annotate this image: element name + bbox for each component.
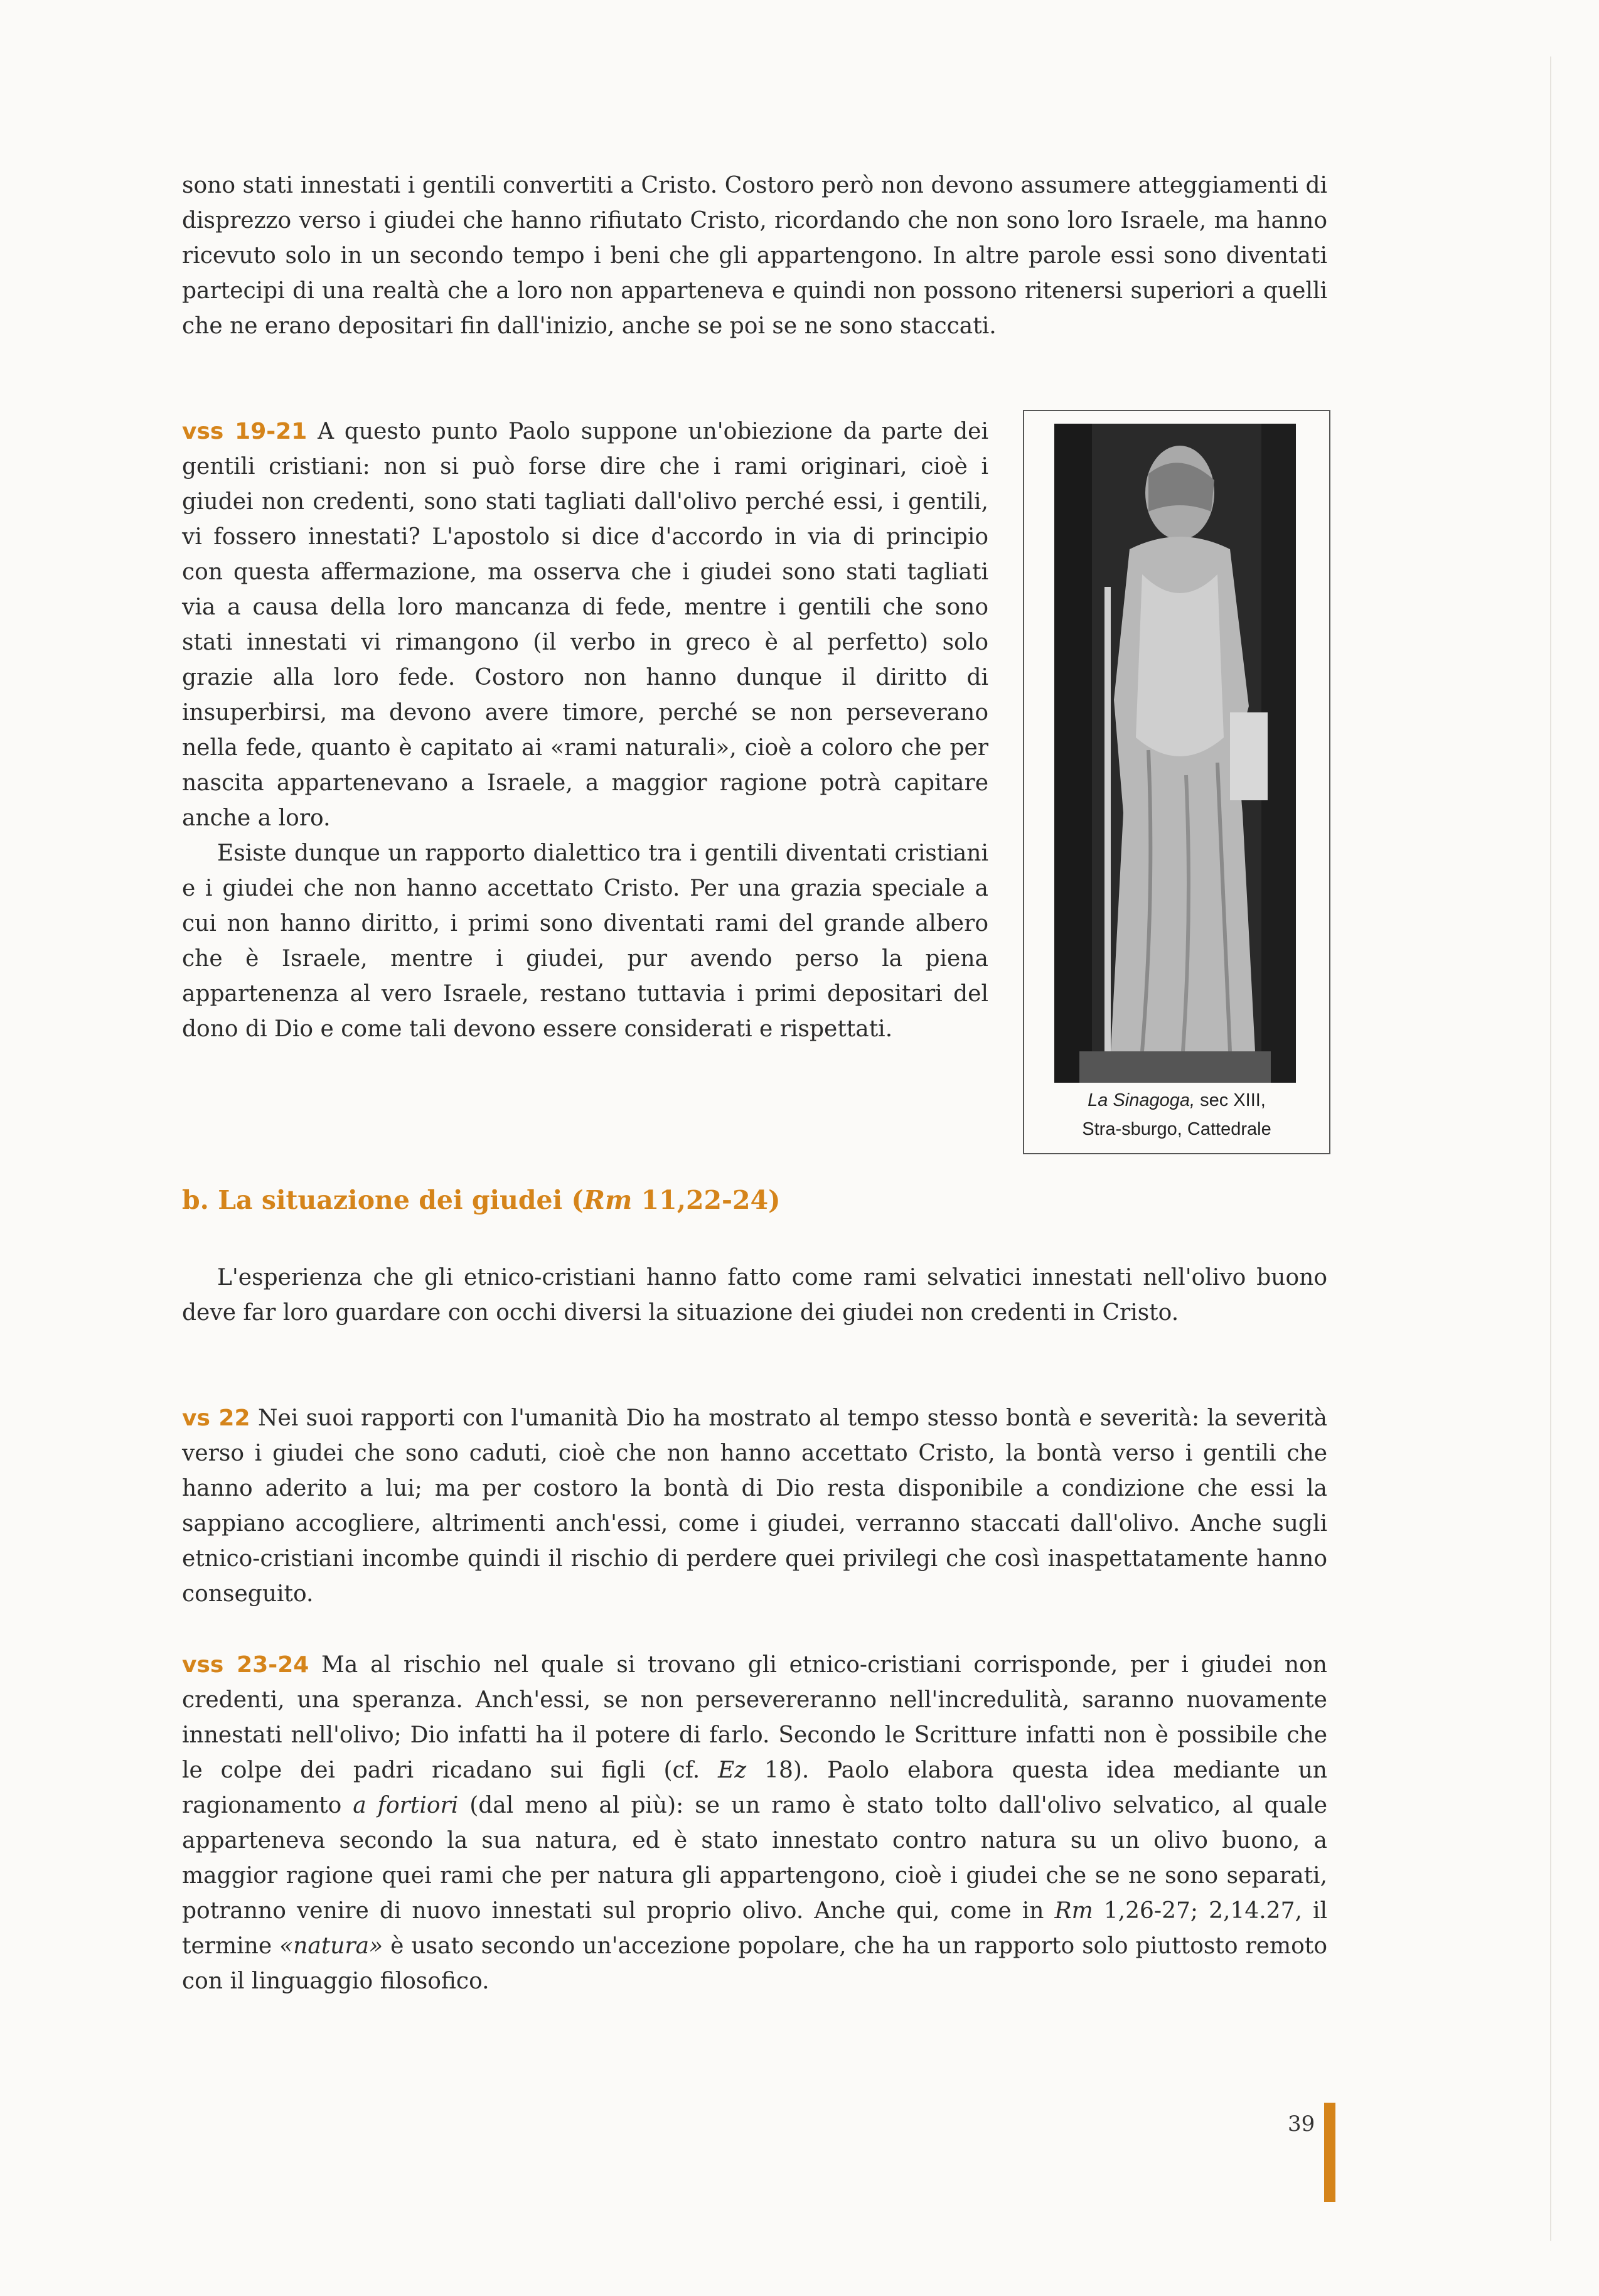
verse-label-22: vs 22 bbox=[182, 1405, 250, 1431]
ref-ezechiele: Ez bbox=[717, 1757, 747, 1783]
page-edge bbox=[1550, 56, 1551, 2241]
statue-illustration bbox=[1054, 424, 1296, 1083]
section-23-24 bbox=[182, 1648, 1327, 1999]
a-fortiori: a fortiori bbox=[353, 1793, 459, 1818]
caption-date: sec XIII, bbox=[1195, 1090, 1266, 1110]
section-23-24-text-b: 18). Paolo elabora questa idea mediante un ragionamento bbox=[182, 1757, 1327, 1818]
heading-ref-verses: 11,22-24) bbox=[632, 1185, 781, 1215]
section-19-21 bbox=[182, 414, 988, 1047]
figure-caption bbox=[1024, 1086, 1329, 1144]
section-22 bbox=[182, 1401, 1327, 1612]
synagogue-statue-photo bbox=[1054, 424, 1296, 1083]
ref-romani: Rm bbox=[1054, 1898, 1093, 1924]
figure-synagogue bbox=[1023, 410, 1330, 1154]
section-19-21-text: A questo punto Paolo suppone un'obiezione da parte dei gentili cristiani: non si può forse dire che i rami originari, cioè i giudei non credenti, sono stati tagliati dall'olivo perché essi, i gentili, vi fossero innestati? L'apostolo si dice d'accordo in via di principio con questa affermazione, ma osserva che i giudei sono stati tagliati via a causa della loro mancanza di fede, mentre i gentili che sono stati innestati vi rimangono (il verbo in greco è al perfetto) solo grazie alla loro fede. Costoro non hanno dunque il diritto di insuperbirsi, ma devono avere timore, perché se non perseverano nella fede, quanto è capitato ai «rami naturali», cioè a coloro che per nascita appartenevano a Israele, a maggior ragione potrà capitare anche a loro. bbox=[182, 419, 988, 831]
section-23-24-text-d: 1,26-27; 2,14.27, il termine bbox=[182, 1898, 1327, 1959]
verse-label-19-21: vss 19-21 bbox=[182, 419, 308, 444]
section-23-24-text-e: è usato secondo un'accezione popolare, che ha un rapporto solo piuttosto remoto con il linguaggio filosofico. bbox=[182, 1933, 1327, 1994]
section-19-21-paragraph bbox=[182, 414, 988, 836]
caption-location: Stra-sburgo, Cattedrale bbox=[1082, 1119, 1271, 1139]
heading-paragraph-text: L'esperienza che gli etnico-cristiani hanno fatto come rami selvatici innestati nell'olivo buono deve far loro guardare con occhi diversi la situazione dei giudei non credenti in Cristo. bbox=[182, 1265, 1327, 1326]
verse-label-23-24: vss 23-24 bbox=[182, 1652, 309, 1678]
intro-text: sono stati innestati i gentili convertiti a Cristo. Costoro però non devono assumere atteggiamenti di disprezzo verso i giudei che hanno rifiutato Cristo, ricordando che non sono loro Israele, ma hanno ricevuto solo in un secondo tempo i beni che gli appartengono. In altre parole essi sono diventati partecipi di una realtà che a loro non apparteneva e quindi non possono ritenersi superiori a quelli che ne erano depositari fin dall'inizio, anche se poi se ne sono staccati. bbox=[182, 173, 1327, 339]
section-19-21-paragraph-2: Esiste dunque un rapporto dialettico tra i gentili diventati cristiani e i giudei che non hanno accettato Cristo. Per una grazia speciale a cui non hanno diritto, i primi sono diventati rami del grande albero che è Israele, mentre i giudei, pur avendo perso la piena appartenenza al vero Israele, restano tuttavia i primi depositari del dono di Dio e come tali devono essere considerati e rispettati. bbox=[182, 840, 988, 1042]
intro-paragraph bbox=[182, 168, 1327, 344]
page-number: 39 bbox=[1288, 2111, 1315, 2137]
heading-title: b. La situazione dei giudei ( bbox=[182, 1185, 584, 1215]
section-heading bbox=[182, 1185, 781, 1215]
section-23-24-text-c: (dal meno al più): se un ramo è stato tolto dall'olivo selvatico, al quale apparteneva secondo la sua natura, ed è stato innestato contro natura su un olivo buono, a maggior ragione quei rami che per natura gli appartengono, cioè i giudei che se ne sono separati, potranno venire di nuovo innestati sul proprio olivo. Anche qui, come in bbox=[182, 1793, 1327, 1924]
term-natura: «natura» bbox=[279, 1933, 383, 1959]
section-23-24-text-a: Ma al rischio nel quale si trovano gli etnico-cristiani corrisponde, per i giudei non credenti, una speranza. Anch'essi, se non persevereranno nell'incredulità, saranno nuovamente innestati nell'olivo; Dio infatti ha il potere di farlo. Secondo le Scritture infatti non è possibile che le colpe dei padri ricadano sui figli (cf. bbox=[182, 1652, 1327, 1783]
heading-paragraph bbox=[182, 1260, 1327, 1331]
caption-title: La Sinagoga, bbox=[1088, 1090, 1195, 1110]
section-22-text: Nei suoi rapporti con l'umanità Dio ha mostrato al tempo stesso bontà e severità: la severità verso i giudei che sono caduti, cioè che non hanno accettato Cristo, la bontà verso i gentili che hanno aderito a lui; ma per costoro la bontà di Dio resta disponibile a condizione che essi la sappiano accogliere, altrimenti anch'essi, come i giudei, verranno staccati dall'olivo. Anche sugli etnico-cristiani incombe quindi il rischio di perdere quei privilegi che così inaspettatamente hanno conseguito. bbox=[182, 1405, 1327, 1607]
heading-ref-book: Rm bbox=[583, 1185, 633, 1215]
section-23-24-paragraph bbox=[182, 1648, 1327, 1999]
section-22-paragraph bbox=[182, 1401, 1327, 1612]
page-number-bar bbox=[1324, 2103, 1335, 2202]
